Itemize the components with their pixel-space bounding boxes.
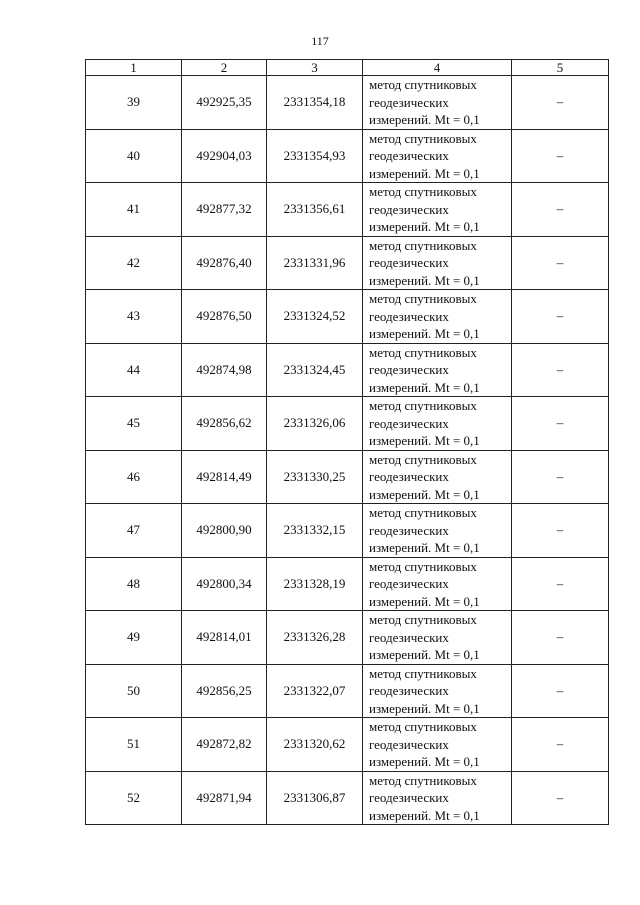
method-cell (363, 450, 512, 504)
table-row (86, 129, 609, 183)
method-cell (363, 129, 512, 183)
header-cell-4: 4 (363, 60, 512, 76)
method-cell (363, 343, 512, 397)
table-row (86, 76, 609, 130)
method-line: геодезических (369, 683, 449, 698)
method-line: геодезических (369, 629, 449, 645)
method-line: метод спутниковых (369, 558, 477, 574)
table-row (86, 771, 609, 825)
method-line: геодезических (369, 415, 449, 431)
method-line: измерений. Mt = 0,1 (369, 219, 480, 234)
page-number: 117 (311, 34, 329, 48)
method-line: метод спутниковых (369, 398, 477, 413)
method-line: геодезических (369, 576, 449, 591)
method-line: измерений. Mt = 0,1 (369, 112, 480, 127)
method-line: измерений. Mt = 0,1 (369, 700, 480, 716)
table-header (86, 60, 609, 76)
y-coordinate-cell: 2331326,28 (267, 611, 363, 665)
method-line: геодезических (369, 308, 449, 324)
method-cell (363, 718, 512, 772)
method-line: метод спутниковых (369, 184, 477, 199)
method-line: геодезических (369, 255, 449, 270)
method-line: измерений. Mt = 0,1 (369, 540, 480, 555)
method-line: метод спутниковых (369, 451, 477, 467)
method-line: метод спутниковых (369, 130, 477, 146)
method-line: геодезических (369, 522, 449, 538)
table-row (86, 504, 609, 558)
note-cell: – (512, 183, 609, 237)
method-line: геодезических (369, 736, 449, 752)
header-row (86, 60, 609, 76)
table-row (86, 397, 609, 451)
method-line: измерений. Mt = 0,1 (369, 165, 480, 181)
table-body (86, 76, 609, 825)
y-coordinate-cell: 2331331,96 (267, 236, 363, 290)
header-cell-1: 1 (86, 60, 182, 76)
x-coordinate-cell: 492871,94 (182, 771, 267, 825)
note-cell: – (512, 450, 609, 504)
coordinates-table (85, 59, 609, 825)
table-row (86, 290, 609, 344)
note-cell: – (512, 129, 609, 183)
x-coordinate-cell: 492925,35 (182, 76, 267, 130)
y-coordinate-cell: 2331330,25 (267, 450, 363, 504)
table-row (86, 611, 609, 665)
y-coordinate-cell: 2331354,93 (267, 129, 363, 183)
note-cell: – (512, 343, 609, 397)
x-coordinate-cell: 492874,98 (182, 343, 267, 397)
point-number-cell: 46 (86, 450, 182, 504)
x-coordinate-cell: 492876,40 (182, 236, 267, 290)
method-line: метод спутниковых (369, 77, 477, 92)
table-row (86, 718, 609, 772)
note-cell: – (512, 76, 609, 130)
note-cell: – (512, 664, 609, 718)
method-cell (363, 290, 512, 344)
header-cell-5: 5 (512, 60, 609, 76)
x-coordinate-cell: 492856,25 (182, 664, 267, 718)
method-line: метод спутниковых (369, 772, 477, 788)
note-cell: – (512, 611, 609, 665)
point-number-cell: 51 (86, 718, 182, 772)
method-line: геодезических (369, 148, 449, 163)
method-line: измерений. Mt = 0,1 (369, 807, 480, 823)
method-line: метод спутниковых (369, 612, 477, 627)
point-number-cell: 43 (86, 290, 182, 344)
table-row (86, 236, 609, 290)
header-cell-3: 3 (267, 60, 363, 76)
y-coordinate-cell: 2331306,87 (267, 771, 363, 825)
point-number-cell: 47 (86, 504, 182, 558)
method-line: измерений. Mt = 0,1 (369, 486, 480, 502)
method-line: измерений. Mt = 0,1 (369, 272, 480, 288)
method-line: геодезических (369, 201, 449, 217)
table-row (86, 343, 609, 397)
method-line: геодезических (369, 790, 449, 805)
method-line: измерений. Mt = 0,1 (369, 433, 480, 448)
method-line: метод спутниковых (369, 665, 477, 681)
point-number-cell: 40 (86, 129, 182, 183)
x-coordinate-cell: 492872,82 (182, 718, 267, 772)
note-cell: – (512, 718, 609, 772)
method-line: метод спутниковых (369, 344, 477, 360)
point-number-cell: 39 (86, 76, 182, 130)
x-coordinate-cell: 492800,90 (182, 504, 267, 558)
note-cell: – (512, 290, 609, 344)
note-cell: – (512, 557, 609, 611)
header-cell-2: 2 (182, 60, 267, 76)
method-cell (363, 557, 512, 611)
x-coordinate-cell: 492814,49 (182, 450, 267, 504)
y-coordinate-cell: 2331320,62 (267, 718, 363, 772)
method-line: измерений. Mt = 0,1 (369, 379, 480, 395)
note-cell: – (512, 771, 609, 825)
method-cell (363, 771, 512, 825)
method-line: измерений. Mt = 0,1 (369, 754, 480, 769)
method-cell (363, 236, 512, 290)
method-line: геодезических (369, 469, 449, 484)
point-number-cell: 42 (86, 236, 182, 290)
method-cell (363, 76, 512, 130)
method-line: метод спутниковых (369, 505, 477, 520)
method-cell (363, 611, 512, 665)
y-coordinate-cell: 2331354,18 (267, 76, 363, 130)
x-coordinate-cell: 492814,01 (182, 611, 267, 665)
method-line: измерений. Mt = 0,1 (369, 647, 480, 662)
point-number-cell: 41 (86, 183, 182, 237)
note-cell: – (512, 236, 609, 290)
note-cell: – (512, 397, 609, 451)
table-row (86, 557, 609, 611)
y-coordinate-cell: 2331322,07 (267, 664, 363, 718)
method-line: измерений. Mt = 0,1 (369, 593, 480, 609)
y-coordinate-cell: 2331324,45 (267, 343, 363, 397)
point-number-cell: 44 (86, 343, 182, 397)
x-coordinate-cell: 492904,03 (182, 129, 267, 183)
method-cell (363, 183, 512, 237)
method-line: метод спутниковых (369, 291, 477, 306)
method-line: геодезических (369, 94, 449, 110)
y-coordinate-cell: 2331332,15 (267, 504, 363, 558)
y-coordinate-cell: 2331324,52 (267, 290, 363, 344)
y-coordinate-cell: 2331326,06 (267, 397, 363, 451)
table-row (86, 450, 609, 504)
x-coordinate-cell: 492876,50 (182, 290, 267, 344)
note-cell: – (512, 504, 609, 558)
method-cell (363, 397, 512, 451)
method-line: метод спутниковых (369, 719, 477, 734)
y-coordinate-cell: 2331356,61 (267, 183, 363, 237)
point-number-cell: 49 (86, 611, 182, 665)
method-line: измерений. Mt = 0,1 (369, 326, 480, 341)
method-cell (363, 664, 512, 718)
point-number-cell: 48 (86, 557, 182, 611)
point-number-cell: 52 (86, 771, 182, 825)
point-number-cell: 45 (86, 397, 182, 451)
table-row (86, 183, 609, 237)
y-coordinate-cell: 2331328,19 (267, 557, 363, 611)
point-number-cell: 50 (86, 664, 182, 718)
x-coordinate-cell: 492800,34 (182, 557, 267, 611)
table-row (86, 664, 609, 718)
method-cell (363, 504, 512, 558)
x-coordinate-cell: 492856,62 (182, 397, 267, 451)
method-line: геодезических (369, 362, 449, 377)
method-line: метод спутниковых (369, 237, 477, 253)
x-coordinate-cell: 492877,32 (182, 183, 267, 237)
